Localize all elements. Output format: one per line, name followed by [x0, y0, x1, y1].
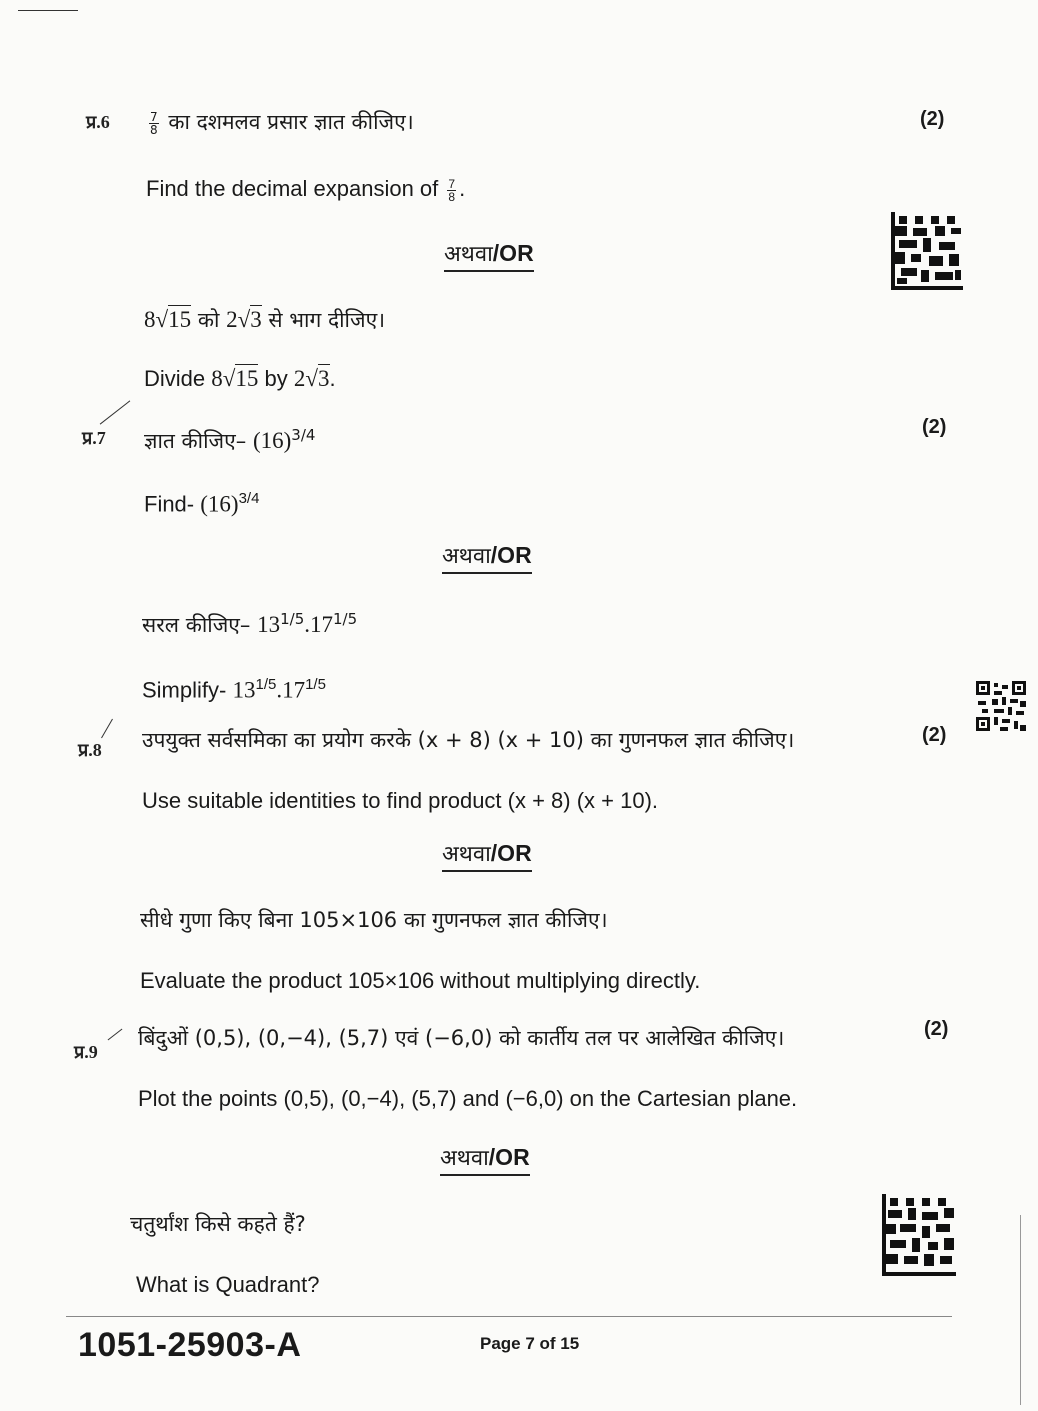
question-number-6: प्र.6 — [86, 112, 110, 132]
q8-english: Use suitable identities to find product (x + 8) (x + 10). — [142, 788, 659, 813]
q8-alt-english: Evaluate the product 105×106 without multiplying directly. — [140, 968, 701, 993]
q8-or-heading: अथवा/OR — [442, 838, 532, 872]
qr-code-icon — [976, 681, 1026, 731]
q6-alt-english: Divide 8√15 by 2√3. — [144, 366, 336, 391]
q9-alt-hindi: चतुर्थांश किसे कहते हैं? — [130, 1212, 306, 1236]
q8-marks: (2) — [922, 724, 947, 746]
datamatrix-code-icon — [882, 1194, 956, 1276]
q8-hindi: उपयुक्त सर्वसमिका का प्रयोग करके (x + 8) (x + 10) का गुणनफल ज्ञात कीजिए। — [142, 728, 795, 752]
q9-hindi: बिंदुओं (0,5), (0,−4), (5,7) एवं (−6,0) को कार्तीय तल पर आलेखित कीजिए। — [138, 1026, 785, 1050]
q8-alt-hindi: सीधे गुणा किए बिना 105×106 का गुणनफल ज्ञात कीजिए। — [140, 908, 608, 932]
q7-or-heading: अथवा/OR — [442, 540, 532, 574]
q9-marks: (2) — [924, 1018, 949, 1040]
check-mark-8 — [101, 719, 113, 739]
check-mark-9 — [108, 1029, 123, 1041]
q7-alt-english: Simplify- $13^{1/5}.17^{1/5}$ — [142, 676, 326, 703]
q6-marks: (2) — [920, 108, 945, 130]
q6-english: Find the decimal expansion of $\frac{7}{8}$ . — [146, 176, 466, 204]
datamatrix-code-icon — [891, 212, 963, 290]
footer-rule — [66, 1316, 952, 1317]
q6-hindi: $\frac{7}{8}$ का दशमलव प्रसार ज्ञात कीजिए। — [150, 109, 414, 137]
q9-or-heading: अथवा/OR — [440, 1142, 530, 1176]
paper-code: 1051-25903-A — [78, 1326, 302, 1364]
question-number-8: प्र.8 — [78, 740, 102, 760]
question-number-9: प्र.9 — [74, 1042, 98, 1062]
scan-edge-line — [1020, 1215, 1022, 1405]
q9-english: Plot the points (0,5), (0,−4), (5,7) and (−6,0) on the Cartesian plane. — [138, 1086, 798, 1111]
scan-edge-mark — [18, 10, 78, 11]
q7-marks: (2) — [922, 416, 947, 438]
q9-alt-english: What is Quadrant? — [136, 1272, 320, 1297]
q7-english: Find- $(16)^{3/4}$ — [144, 490, 260, 517]
page-number: Page 7 of 15 — [480, 1334, 580, 1353]
q6-english-fraction: $\frac{7}{8}$ — [448, 176, 456, 204]
q7-hindi: ज्ञात कीजिए– $(16)^{3/4}$ — [144, 426, 316, 453]
check-mark-7 — [100, 400, 131, 424]
q6-or-heading: अथवा/OR — [444, 238, 534, 272]
q7-alt-hindi: सरल कीजिए– $13^{1/5}.17^{1/5}$ — [142, 610, 358, 637]
question-number-7: प्र.7 — [82, 428, 106, 448]
q6-alt-hindi: 8√15 को 2√3 से भाग दीजिए। — [144, 307, 386, 332]
q6-hindi-fraction: $\frac{7}{8}$ — [150, 109, 158, 137]
